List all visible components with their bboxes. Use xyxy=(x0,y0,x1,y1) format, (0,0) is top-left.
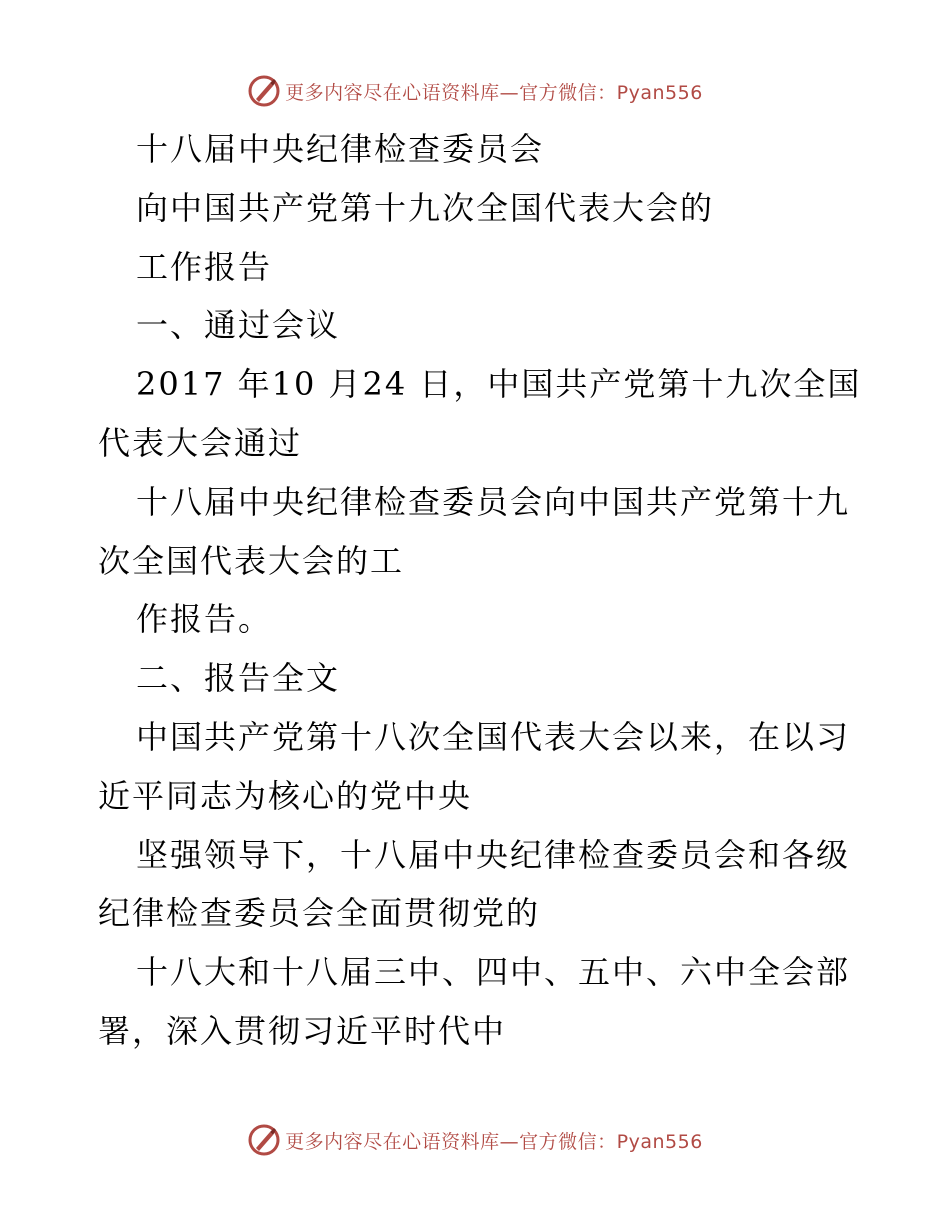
paragraph-line: 十八大和十八届三中、四中、五中、六中全会部 xyxy=(136,953,851,992)
paragraph-line: 署，深入贯彻习近平时代中 xyxy=(98,1011,507,1050)
section-heading-1: 一、通过会议 xyxy=(136,306,341,345)
footer-watermark xyxy=(0,1120,950,1160)
header-watermark xyxy=(0,71,950,111)
watermark-text: 更多内容尽在心语资料库—官方微信：Pyan556 xyxy=(285,81,703,104)
doc-title-line-3: 工作报告 xyxy=(136,247,273,286)
doc-title-line-1: 十八届中央纪律检查委员会 xyxy=(136,130,545,168)
section-heading-2: 二、报告全文 xyxy=(136,659,341,698)
paragraph-line: 十八届中央纪律检查委员会向中国共产党第十九 xyxy=(136,482,851,521)
paragraph-line: 近平同志为核心的党中央 xyxy=(98,776,473,815)
paragraph-line: 坚强领导下，十八届中央纪律检查委员会和各级 xyxy=(136,835,851,874)
paragraph-line: 中国共产党第十八次全国代表大会以来，在以习 xyxy=(136,717,851,756)
doc-title-line-2: 向中国共产党第十九次全国代表大会的 xyxy=(136,188,715,227)
paragraph-line: 作报告。 xyxy=(136,600,273,639)
paragraph-line: 代表大会通过 xyxy=(98,423,303,462)
paragraph-line: 纪律检查委员会全面贯彻党的 xyxy=(98,894,541,933)
paragraph-line: 次全国代表大会的工 xyxy=(98,541,405,580)
pen-logo-icon xyxy=(247,74,281,108)
watermark-text: 更多内容尽在心语资料库—官方微信：Pyan556 xyxy=(285,1130,703,1153)
pen-logo-icon xyxy=(247,1123,281,1157)
paragraph-line: 2017 年10 月24 日，中国共产党第十九次全国 xyxy=(136,365,862,404)
document-body xyxy=(98,120,862,1061)
